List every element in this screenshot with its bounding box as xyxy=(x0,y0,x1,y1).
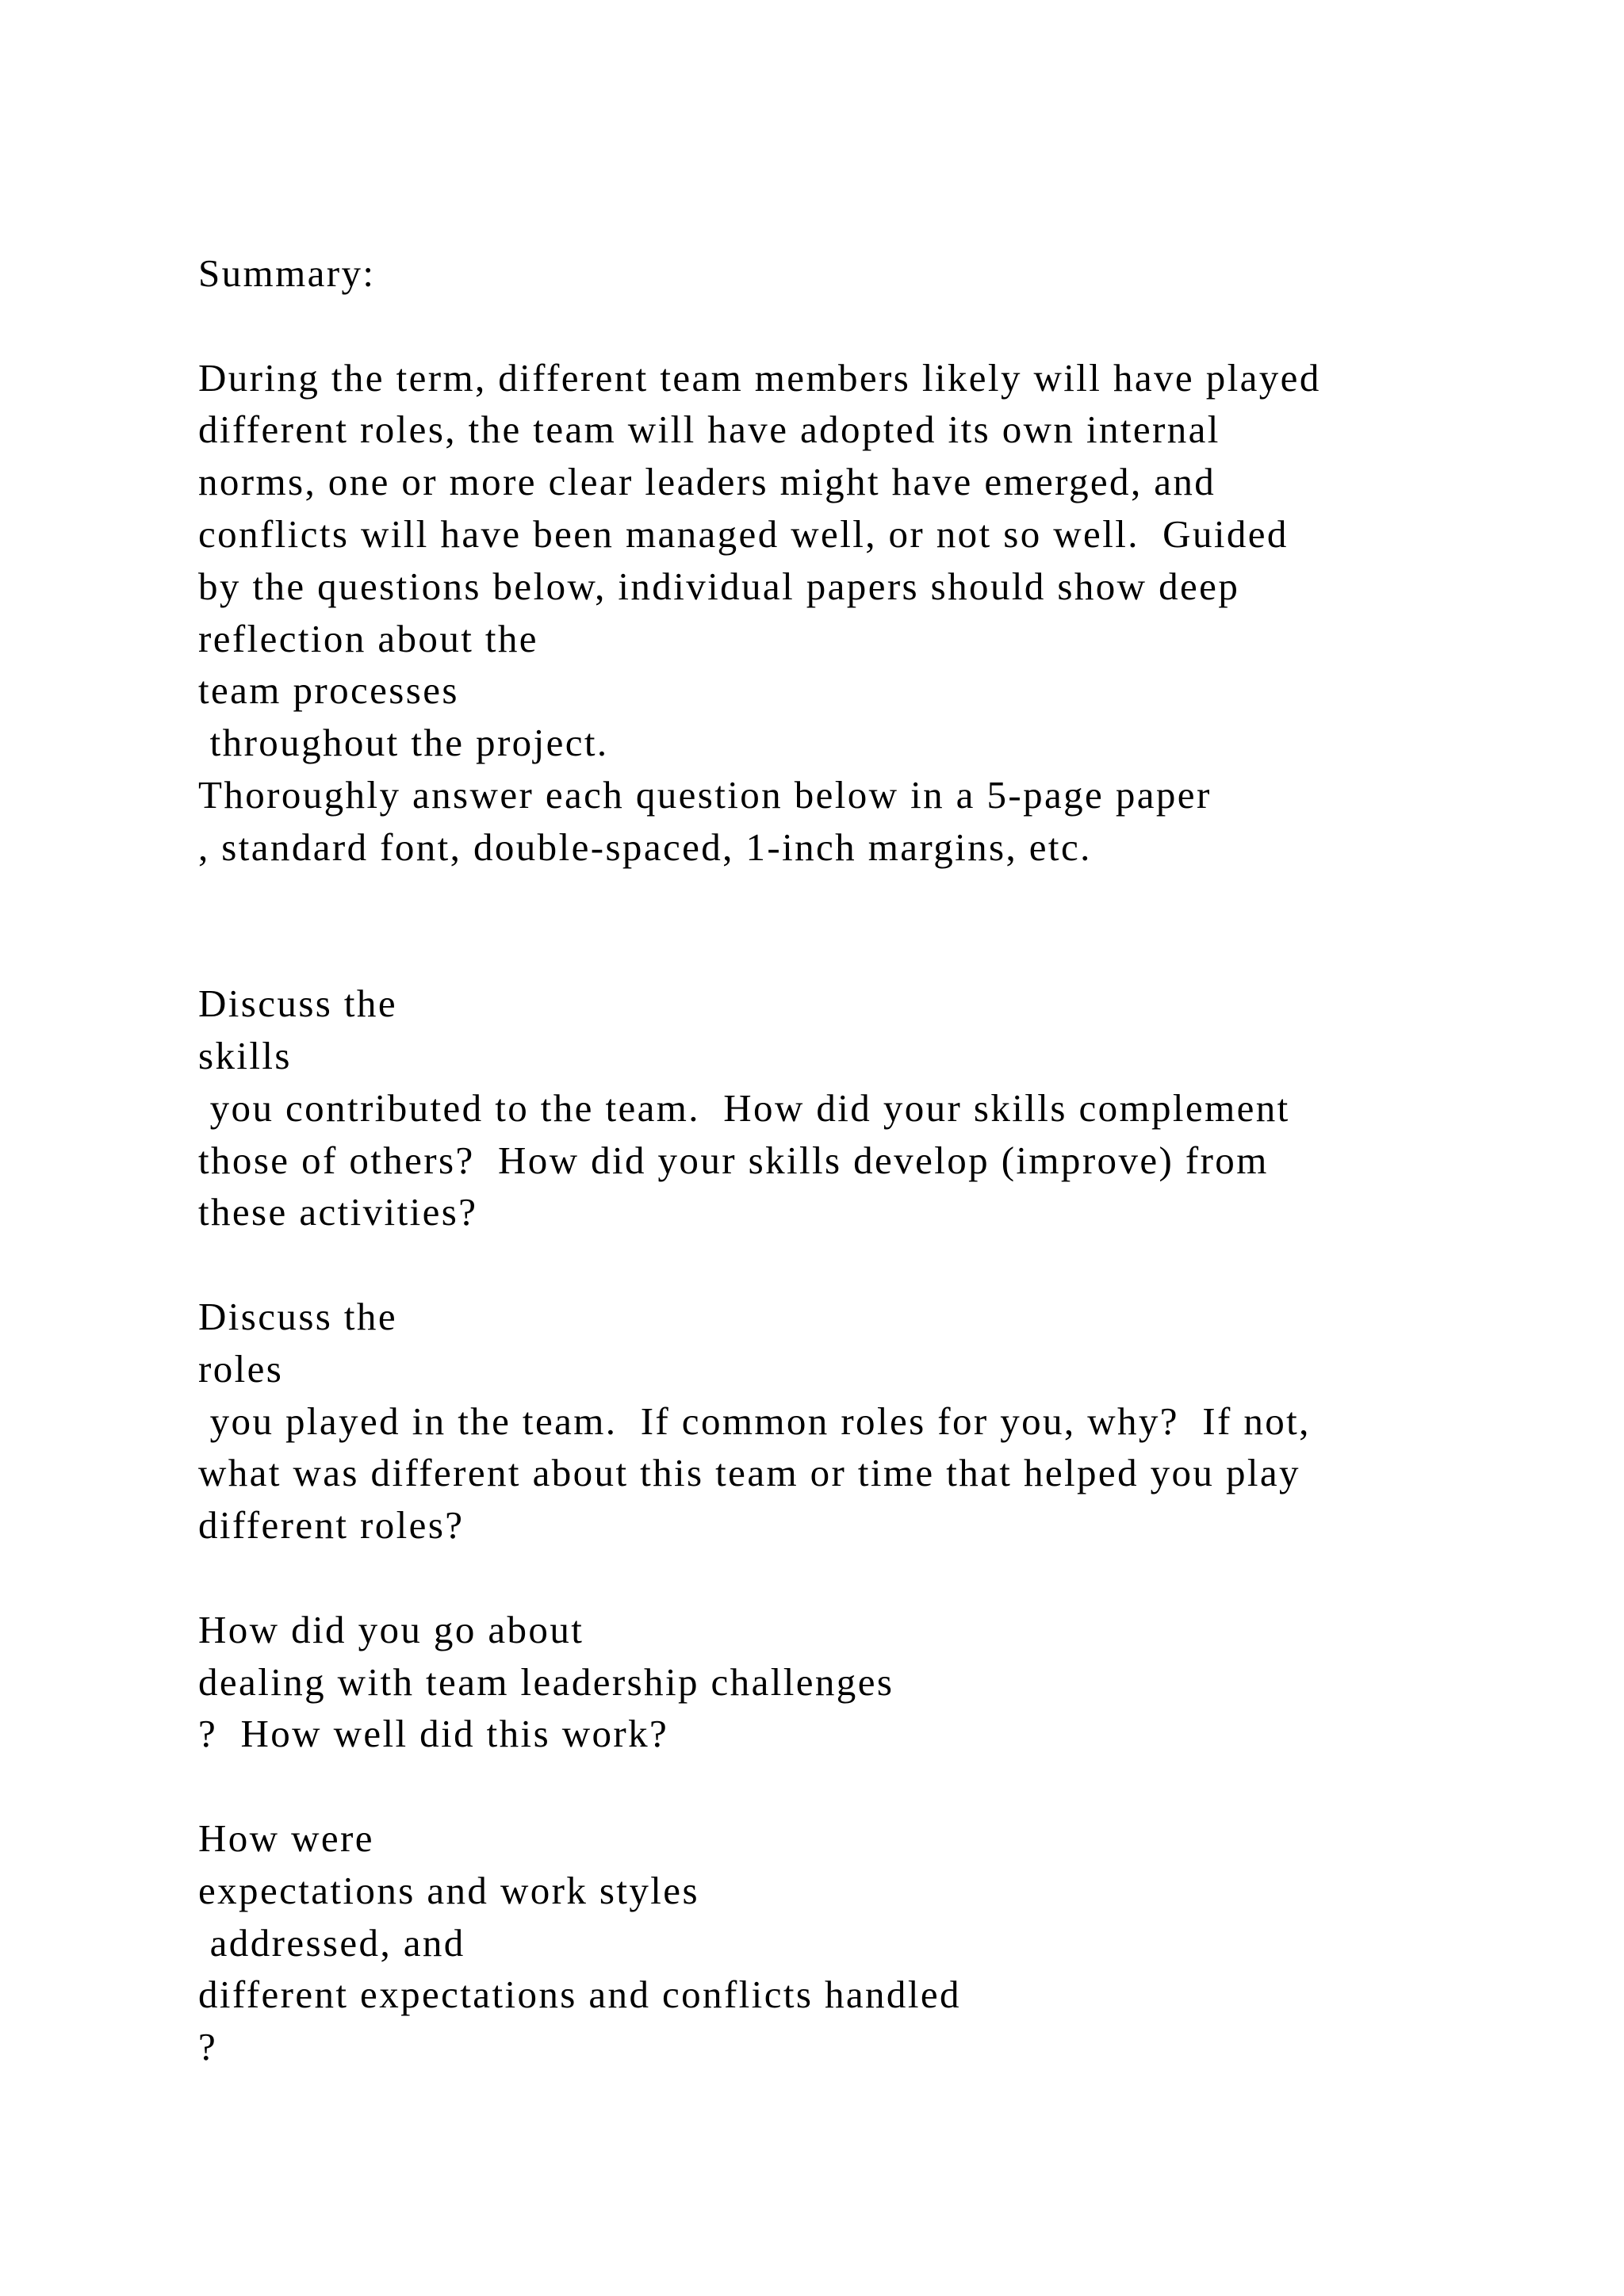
blank-line xyxy=(198,1238,1507,1291)
question-line: Discuss the xyxy=(198,1294,397,1338)
question-line: roles xyxy=(198,1346,284,1391)
document-body xyxy=(198,247,1507,2073)
question-line: you contributed to the team. How did your skills complement xyxy=(198,1085,1290,1130)
question-line: what was different about this team or time that helped you play xyxy=(198,1451,1300,1495)
question-line: addressed, and xyxy=(198,1920,465,1965)
question-line: these activities? xyxy=(198,1190,478,1234)
intro-line: throughout the project. xyxy=(198,721,609,765)
intro-line: team processes xyxy=(198,668,459,713)
question-line: you played in the team. If common roles for you, why? If not, xyxy=(198,1399,1311,1443)
question-line: Discuss the xyxy=(198,982,397,1026)
question-leadership xyxy=(198,1604,1507,1760)
intro-paragraph xyxy=(198,352,1507,874)
intro-line: by the questions below, individual papers should show deep xyxy=(198,564,1240,608)
intro-line: During the term, different team members likely will have played xyxy=(198,355,1321,400)
intro-line: different roles, the team will have adopted its own internal xyxy=(198,408,1220,452)
intro-line: reflection about the xyxy=(198,616,538,660)
question-line: dealing with team leadership challenges xyxy=(198,1659,894,1704)
question-line: skills xyxy=(198,1033,292,1077)
intro-line: norms, one or more clear leaders might have emerged, and xyxy=(198,460,1216,504)
question-line: ? How well did this work? xyxy=(198,1712,669,1756)
blank-line xyxy=(198,300,1507,352)
question-expectations xyxy=(198,1812,1507,2073)
intro-line: Thoroughly answer each question below in a 5-page paper xyxy=(198,772,1212,817)
intro-line: conflicts will have been managed well, or not so well. Guided xyxy=(198,511,1289,556)
question-roles xyxy=(198,1291,1507,1552)
question-line: different expectations and conflicts handled xyxy=(198,1973,961,2017)
blank-line xyxy=(198,874,1507,978)
question-line: expectations and work styles xyxy=(198,1868,699,1912)
intro-line: , standard font, double-spaced, 1-inch margins, etc. xyxy=(198,825,1092,869)
question-line: ? xyxy=(198,2025,218,2069)
question-skills xyxy=(198,978,1507,1238)
question-line: those of others? How did your skills develop (improve) from xyxy=(198,1138,1269,1182)
summary-heading: Summary: xyxy=(198,251,376,295)
blank-line xyxy=(198,1552,1507,1604)
blank-line xyxy=(198,1760,1507,1812)
question-line: How were xyxy=(198,1816,374,1860)
question-line: different roles? xyxy=(198,1503,465,1548)
question-line: How did you go about xyxy=(198,1607,584,1651)
